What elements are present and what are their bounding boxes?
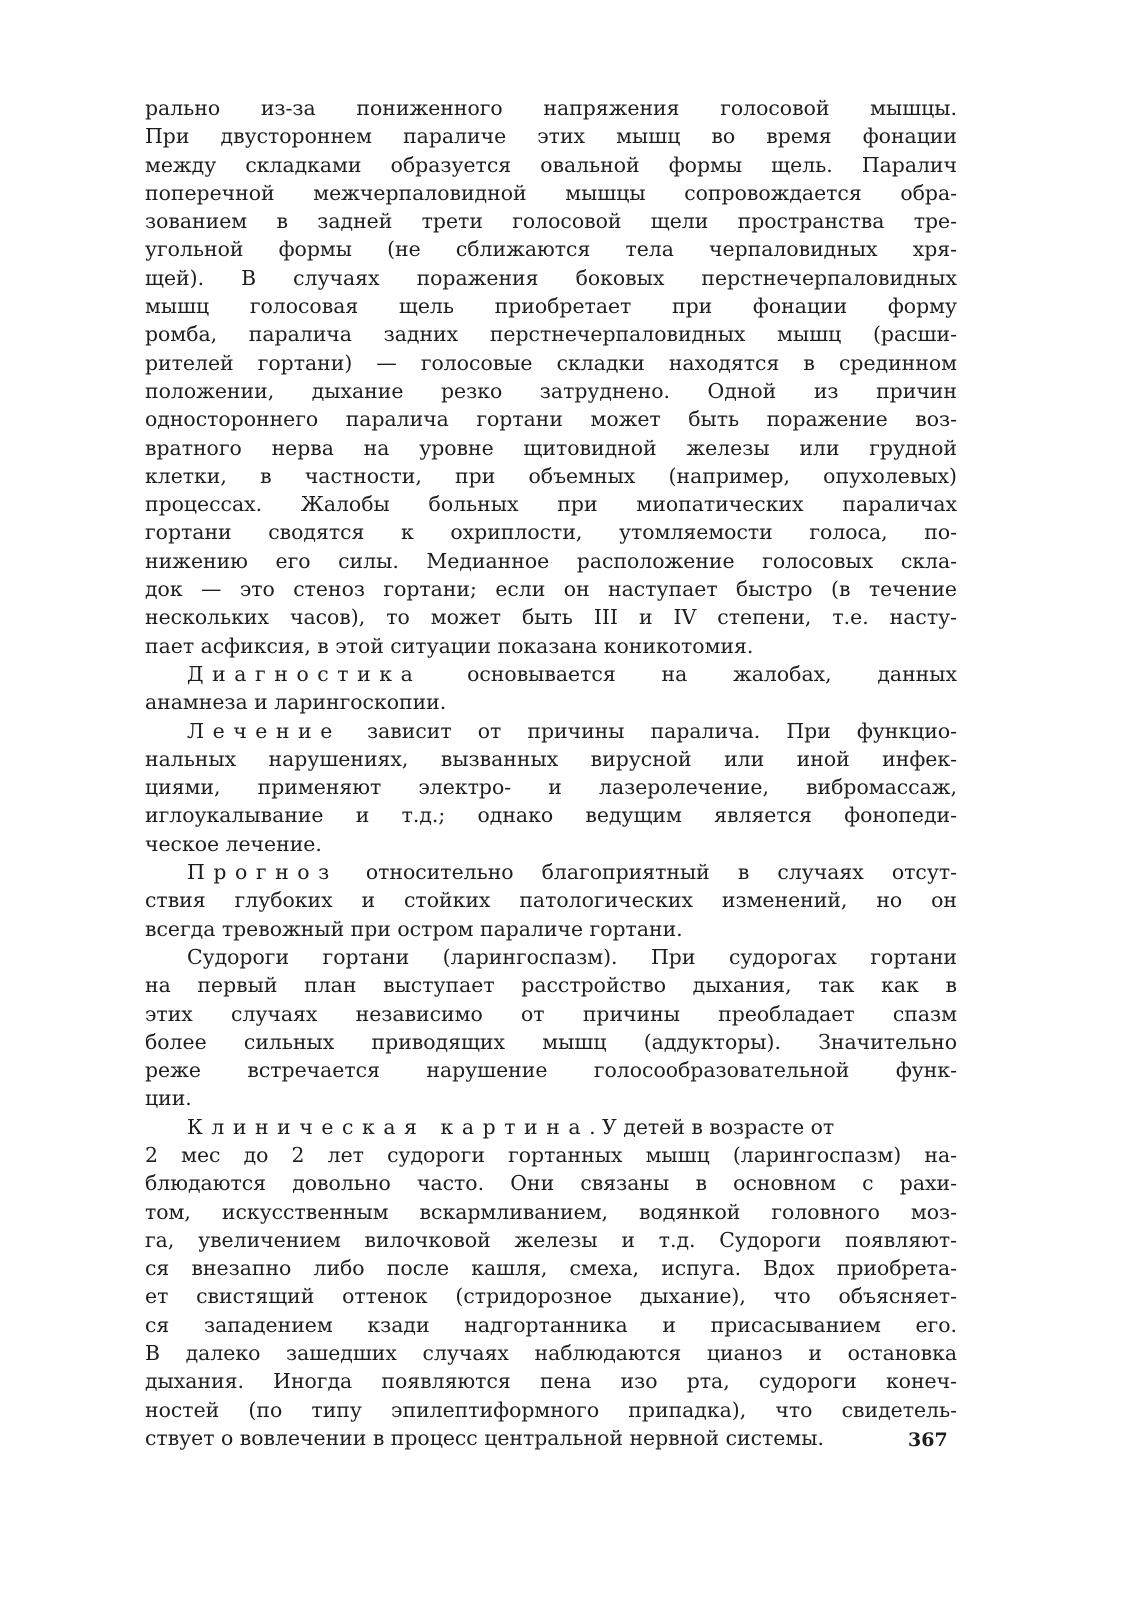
text-line: нижению его силы. Медианное расположение голосовых скла-	[145, 548, 957, 573]
paragraph-treatment	[145, 717, 957, 858]
text-line: циями, применяют электро- и лазеролечение, вибромассаж,	[145, 775, 957, 800]
text-line	[145, 1113, 957, 1141]
text-line: всегда тревожный при остром параличе гортани.	[145, 916, 683, 941]
text-line: Судороги гортани (ларингоспазм). При судорогах гортани	[187, 944, 957, 969]
text-line: га, увеличением вилочковой железы и т.д. Судороги появляют-	[145, 1227, 957, 1252]
text-line: этих случаях независимо от причины преобладает спазм	[145, 1001, 957, 1026]
text-line: ся внезапно либо после кашля, смеха, испуга. Вдох приобрета-	[145, 1256, 957, 1281]
paragraph-laryngospasm	[145, 943, 957, 1113]
diagnostics-term: Диагностика	[187, 661, 422, 686]
text-line: угольной формы (не сближаются тела черпаловидных хря-	[145, 237, 957, 262]
text-line: рально из-за пониженного напряжения голосовой мышцы.	[145, 96, 957, 120]
text-line: При двустороннем параличе этих мышц во время фонации	[145, 124, 957, 149]
text-line: ствия глубоких и стойких патологических изменений, но он	[145, 888, 957, 913]
text-line: мышц голосовая щель приобретает при фонации форму	[145, 294, 957, 319]
text-line: зованием в задней трети голосовой щели пространства тре-	[145, 209, 957, 234]
text-line: более сильных приводящих мышц (аддукторы). Значительно	[145, 1029, 957, 1054]
text-line: 2 мес до 2 лет судороги гортанных мышц (ларингоспазм) на-	[145, 1142, 957, 1167]
text-line	[145, 717, 957, 745]
text-line: ствует о вовлечении в процесс центральной нервной системы.	[145, 1425, 824, 1450]
prognosis-text: относительно благоприятный в случаях отсут-	[365, 860, 958, 885]
text-line	[145, 858, 957, 886]
paragraph-clinical	[145, 1113, 957, 1453]
clinical-term: Клиническая картина	[187, 1114, 590, 1139]
text-line: щей). В случаях поражения боковых перстнечерпаловидных	[145, 265, 957, 290]
paragraph-paralysis	[145, 94, 957, 660]
text-line: дыхания. Иногда появляются пена изо рта, судороги конеч-	[145, 1369, 957, 1394]
text-line: нальных нарушениях, вызванных вирусной или иной инфек-	[145, 746, 957, 771]
treatment-term: Лечение	[187, 718, 341, 743]
prognosis-term: Прогноз	[187, 860, 338, 885]
text-line: В далеко зашедших случаях наблюдаются цианоз и остановка	[145, 1341, 957, 1366]
text-line: клетки, в частности, при объемных (например, опухолевых)	[145, 463, 957, 488]
page-number: 367	[908, 1429, 948, 1451]
text-line: процессах. Жалобы больных при миопатических параличах	[145, 492, 957, 517]
text-line: вратного нерва на уровне щитовидной железы или грудной	[145, 435, 957, 460]
page-body	[145, 94, 957, 1452]
text-line	[145, 660, 957, 688]
clinical-text: . У детей в возрасте от	[589, 1114, 835, 1139]
text-line: док — это стеноз гортани; если он наступает быстро (в течение	[145, 577, 957, 602]
diagnostics-text: основывается на жалобах, данных	[467, 661, 957, 686]
text-line: пает асфиксия, в этой ситуации показана коникотомия.	[145, 633, 754, 658]
text-line: гортани сводятся к охриплости, утомляемости голоса, по-	[145, 520, 957, 545]
text-line: ет свистящий оттенок (стридорозное дыхание), что объясняет-	[145, 1284, 957, 1309]
text-line: ромба, паралича задних перстнечерпаловидных мышц (расши-	[145, 322, 957, 347]
text-line: нескольких часов), то может быть III и IV степени, т.е. насту-	[145, 605, 957, 630]
paragraph-diagnostics	[145, 660, 957, 717]
text-line: одностороннего паралича гортани может быть поражение воз-	[145, 407, 957, 432]
paragraph-prognosis	[145, 858, 957, 943]
text-line: ческое лечение.	[145, 831, 322, 856]
treatment-text: зависит от причины паралича. При функцио-	[366, 718, 958, 743]
text-line: блюдаются довольно часто. Они связаны в основном с рахи-	[145, 1171, 957, 1196]
text-line: ся западением кзади надгортанника и присасыванием его.	[145, 1312, 957, 1337]
text-line: на первый план выступает расстройство дыхания, так как в	[145, 973, 957, 998]
text-line: между складками образуется овальной формы щель. Паралич	[145, 152, 957, 177]
text-line: ностей (по типу эпилептиформного припадка), что свидетель-	[145, 1397, 957, 1422]
text-line: рителей гортани) — голосовые складки находятся в срединном	[145, 350, 957, 375]
text-line: том, искусственным вскармливанием, водянкой головного моз-	[145, 1199, 957, 1224]
text-line: иглоукалывание и т.д.; однако ведущим является фонопеди-	[145, 803, 957, 828]
text-line: поперечной межчерпаловидной мышцы сопровождается обра-	[145, 180, 957, 205]
text-line: ции.	[145, 1086, 192, 1111]
text-line: положении, дыхание резко затруднено. Одной из причин	[145, 378, 957, 403]
text-line: реже встречается нарушение голосообразовательной функ-	[145, 1058, 957, 1083]
text-line: анамнеза и ларингоскопии.	[145, 690, 447, 715]
